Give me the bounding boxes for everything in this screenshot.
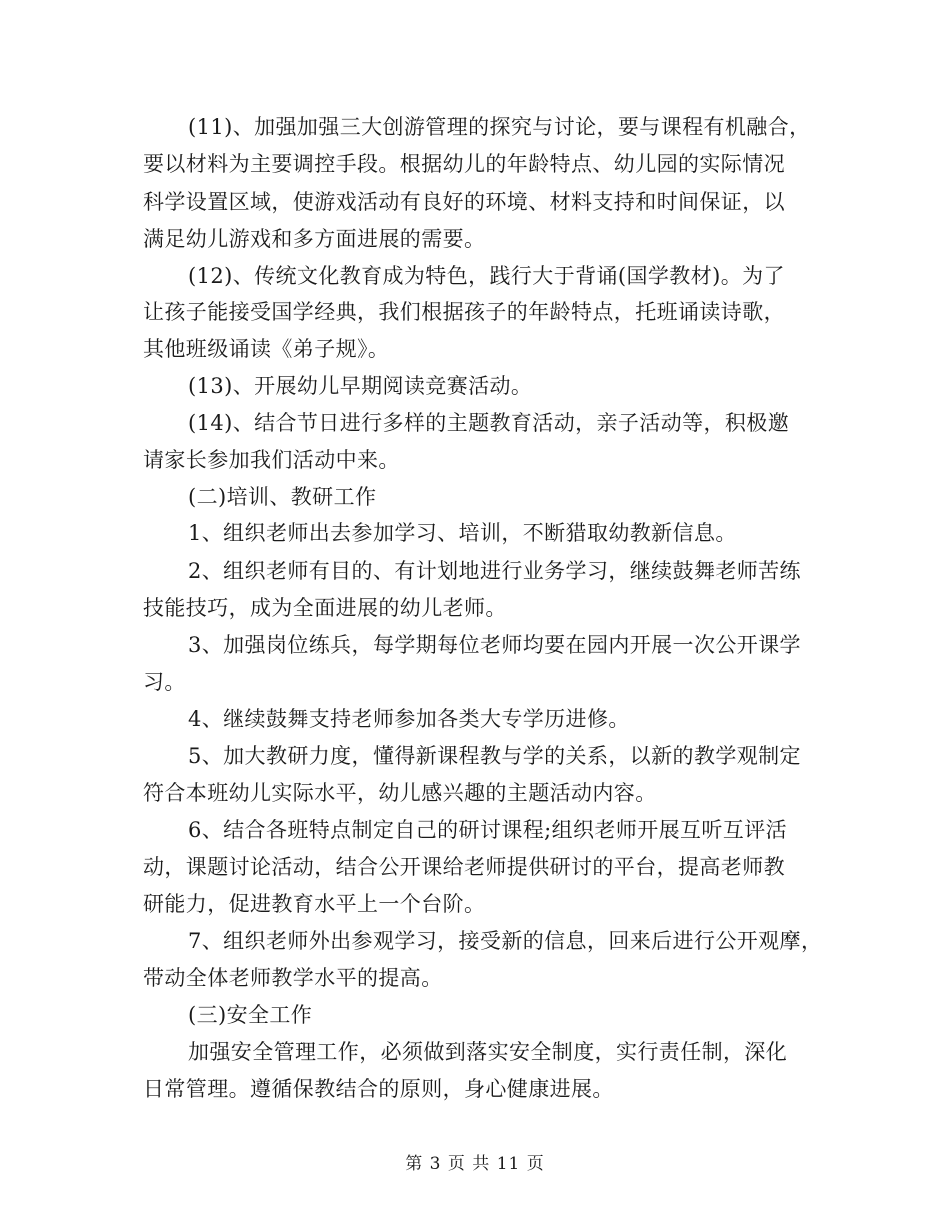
text-line: (13)、开展幼儿早期阅读竞赛活动。 [188, 374, 533, 398]
text-line: 3、加强岗位练兵，每学期每位老师均要在园内开展一次公开课学 [188, 633, 801, 657]
text-line: 2、组织老师有目的、有计划地进行业务学习，继续鼓舞老师苦练 [188, 559, 801, 583]
section-heading: (二)培训、教研工作 [188, 485, 377, 509]
text-line: 科学设置区域，使游戏活动有良好的环境、材料支持和时间保证，以 [143, 190, 785, 214]
text-line: 1、组织老师出去参加学习、培训，不断猎取幼教新信息。 [188, 521, 737, 545]
text-line: 5、加大教研力度，懂得新课程教与学的关系，以新的教学观制定 [188, 744, 801, 768]
section-heading: (三)安全工作 [188, 1003, 313, 1027]
text-line: 让孩子能接受国学经典，我们根据孩子的年龄特点，托班诵读诗歌， [143, 300, 785, 324]
text-line: 6、结合各班特点制定自己的研讨课程;组织老师开展互听互评活 [188, 818, 788, 842]
text-line: 其他班级诵读《弟子规》。 [143, 337, 390, 361]
text-line: 7、组织老师外出参观学习，接受新的信息，回来后进行公开观摩， [188, 929, 823, 953]
text-line: 习。 [143, 670, 186, 694]
text-line: (14)、结合节日进行多样的主题教育活动，亲子活动等，积极邀 [188, 411, 790, 435]
text-line: 动，课题讨论活动，结合公开课给老师提供研讨的平台，提高老师教 [143, 855, 785, 879]
text-line: 要以材料为主要调控手段。根据幼儿的年龄特点、幼儿园的实际情况 [143, 152, 785, 176]
text-line: (11)、加强加强三大创游管理的探究与讨论，要与课程有机融合， [188, 115, 811, 139]
text-line: 研能力，促进教育水平上一个台阶。 [143, 892, 486, 916]
text-line: (12)、传统文化教育成为特色，践行大于背诵(国学教材)。为了 [188, 264, 785, 288]
text-line: 4、继续鼓舞支持老师参加各类大专学历进修。 [188, 707, 630, 731]
text-line: 带动全体老师教学水平的提高。 [143, 966, 443, 990]
page-number: 第 3 页 共 11 页 [405, 1154, 545, 1174]
text-line: 日常管理。遵循保教结合的原则，身心健康进展。 [143, 1077, 614, 1101]
text-line: 请家长参加我们活动中来。 [143, 448, 400, 472]
text-line: 满足幼儿游戏和多方面进展的需要。 [143, 227, 486, 251]
text-line: 加强安全管理工作，必须做到落实安全制度，实行责任制，深化 [188, 1040, 788, 1064]
text-line: 符合本班幼儿实际水平，幼儿感兴趣的主题活动内容。 [143, 781, 657, 805]
text-line: 技能技巧，成为全面进展的幼儿老师。 [143, 596, 507, 620]
